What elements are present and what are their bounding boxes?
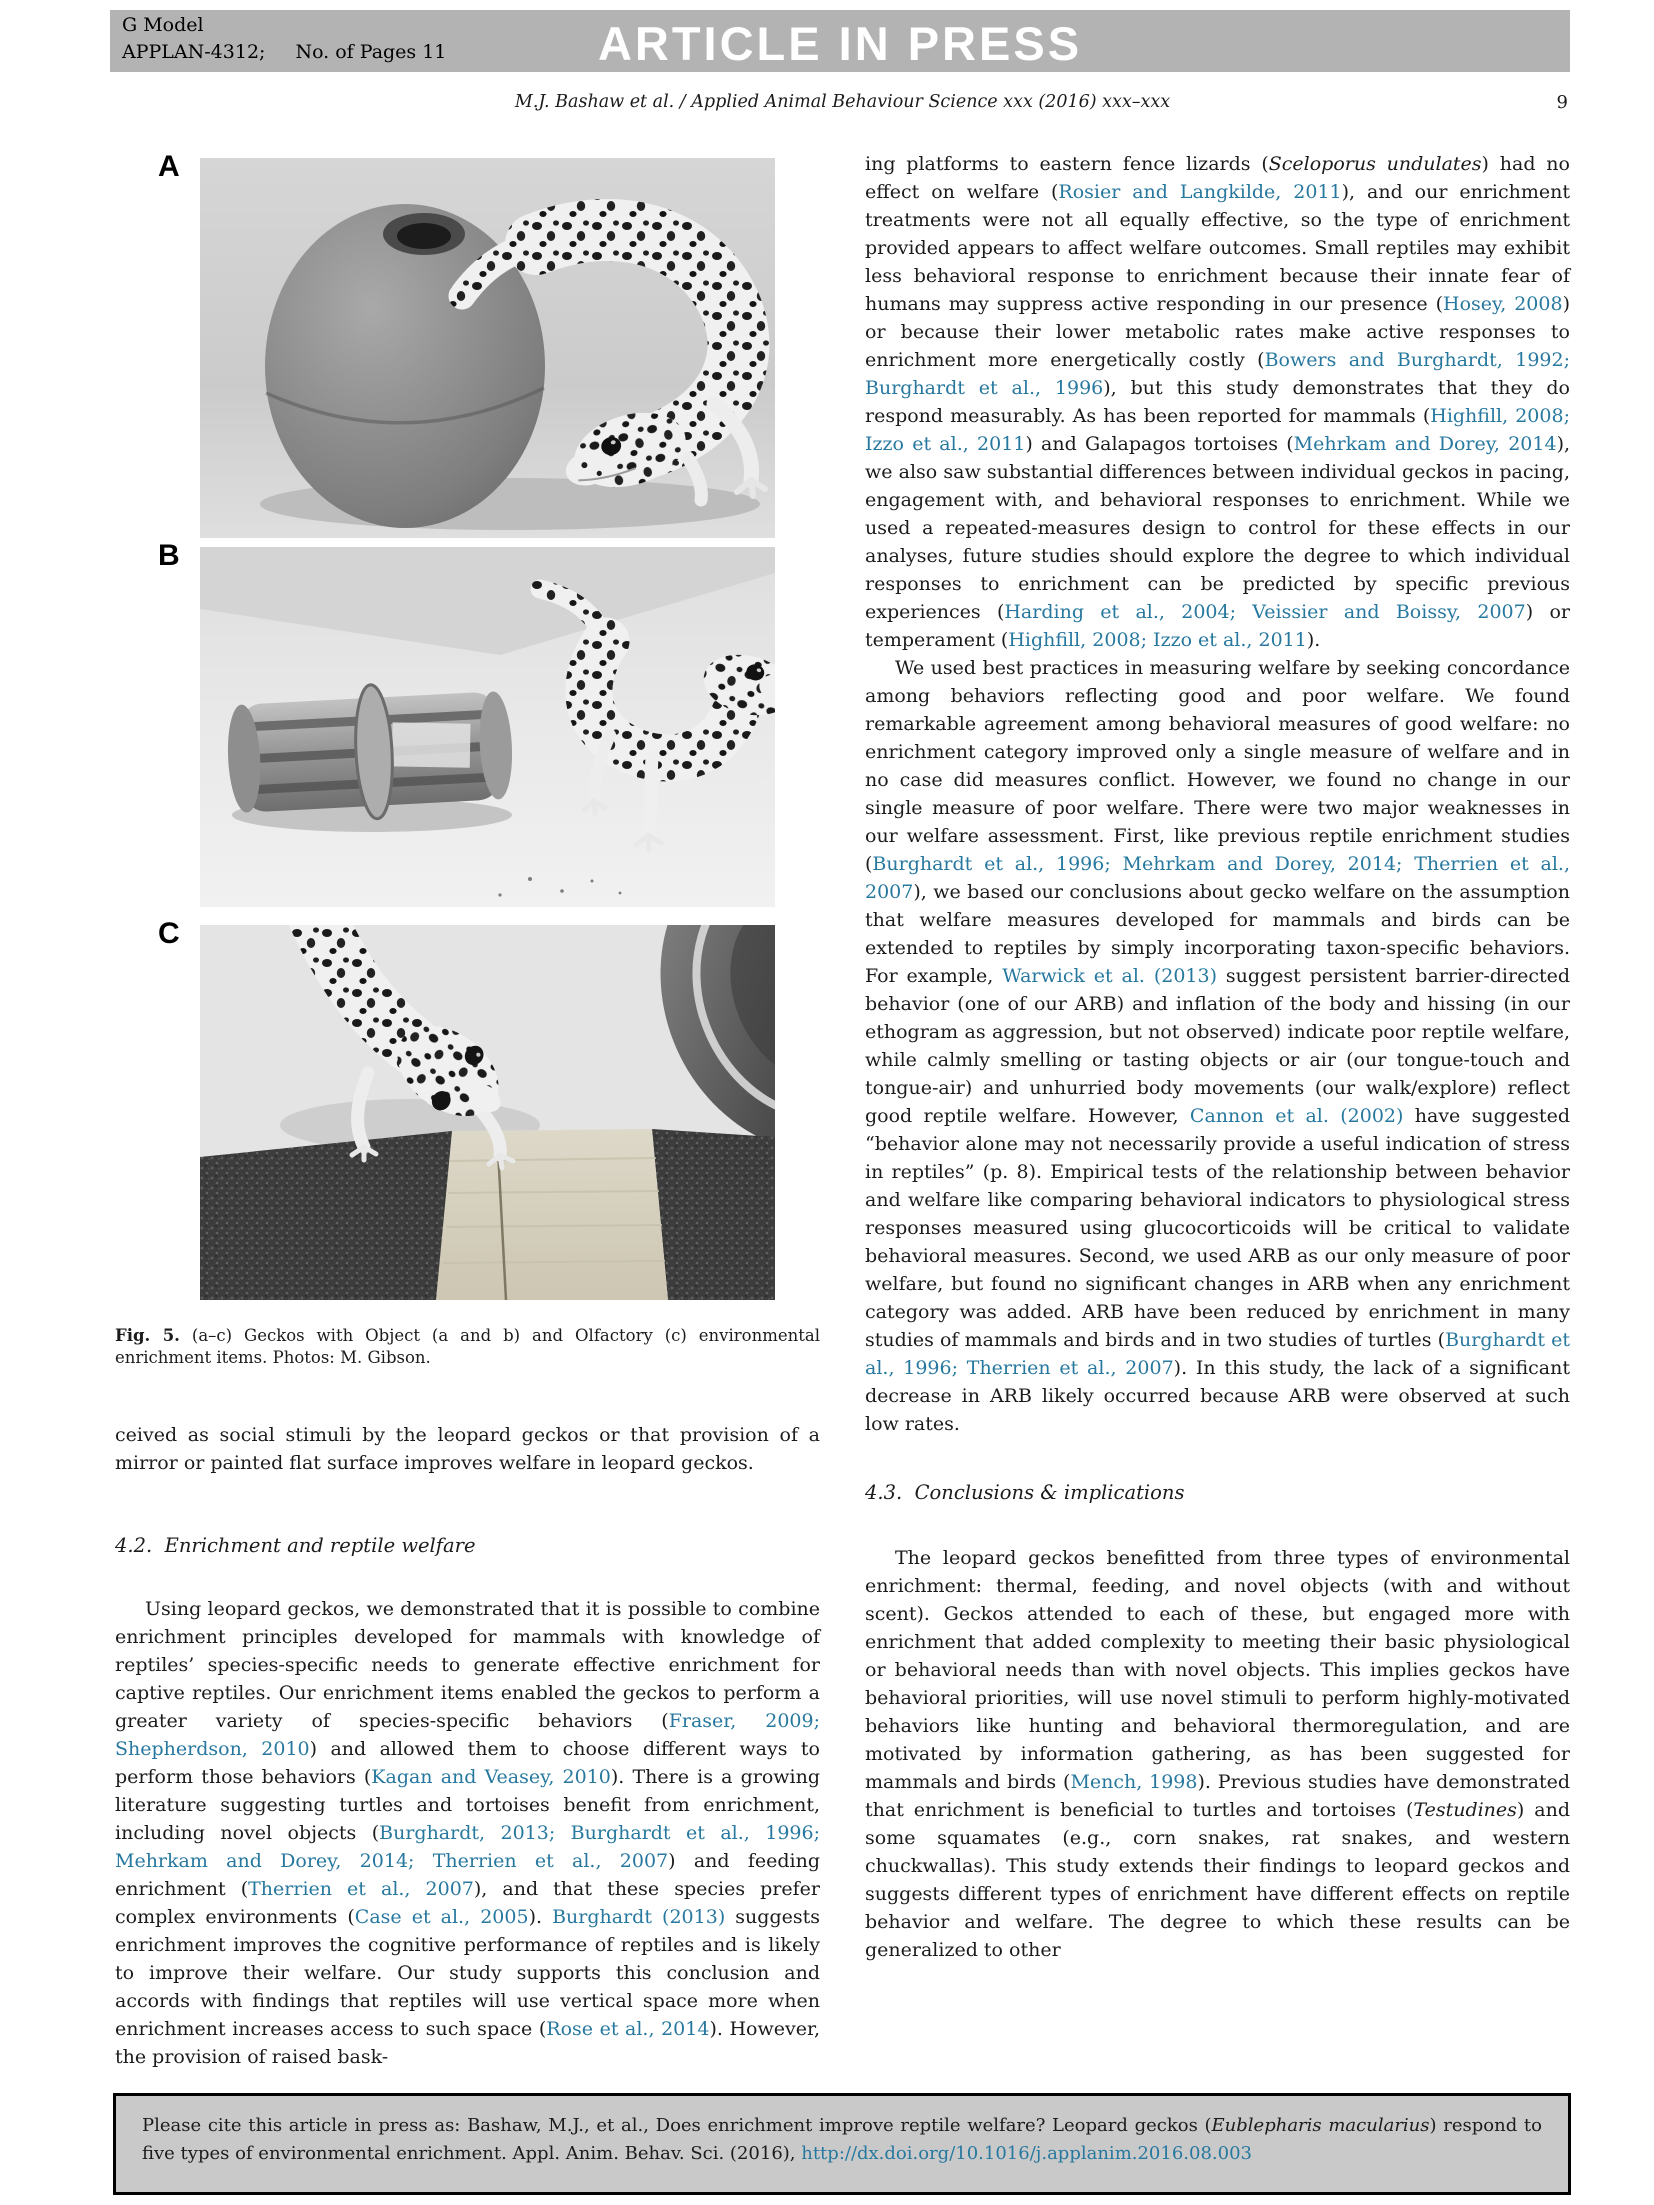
right-column (865, 150, 1570, 1964)
doi-link[interactable]: http://dx.doi.org/10.1016/j.applanim.2016.08.003 (801, 2143, 1252, 2164)
running-head-text: M.J. Bashaw et al. / Applied Animal Behaviour Science xxx (2016) xxx–xxx (514, 92, 1171, 112)
page-number: 9 (1556, 92, 1568, 113)
citation-link[interactable]: Kagan and Veasey, 2010 (371, 1766, 611, 1788)
journal-code: APPLAN-4312; No. of Pages 11 (122, 41, 447, 63)
citation-link[interactable]: Mehrkam and Dorey, 2014 (1293, 433, 1557, 455)
citation-link[interactable]: Bowers and Burghardt, 1992; Burghardt et al., 1996 (865, 349, 1571, 399)
citation-link[interactable]: Burghardt (2013) (552, 1906, 726, 1928)
citation-link[interactable]: Burghardt, 2013; Burghardt et al., 1996; Mehrkam and Dorey, 2014; Therrien et al., 2007 (115, 1822, 820, 1872)
left-column (115, 1325, 820, 2071)
left-continuation-paragraph: ceived as social stimuli by the leopard geckos or that provision of a mirror or painted flat surface improves welfare in leopard geckos. (115, 1424, 820, 1474)
citation-link[interactable]: Case et al., 2005 (354, 1906, 529, 1928)
figure5-photo-c (200, 925, 775, 1300)
figure5-label-b: B (158, 539, 180, 572)
right-paragraph-2: We used best practices in measuring welfare by seeking concordance among behaviors reflecting good and poor welfare. We found remarkable agreement among behavioral measures of good welfare: no enrichment category improved only a single measure of welfare and in no case did measures conflict. However, we found no change in our single measure of poor welfare. There were two major weaknesses in our welfare assessment. First, like previous reptile enrichment studies (Burghardt et al., 1996; Mehrkam and Dorey, 2014; Therrien et al., 2007), we based our conclusions about gecko welfare on the assumption that welfare measures developed for mammals and birds can be extended to reptiles by simply incorporating taxon-specific behaviors. For example, Warwick et al. (2013) suggest persistent barrier-directed behavior (one of our ARB) and inflation of the body and hissing (in our ethogram as aggression, but not observed) indicate poor reptile welfare, while calmly smelling or tasting objects or air (our tongue-touch and tongue-air) and unhurried body movements (our walk/explore) reflect good reptile welfare. However, Cannon et al. (2002) have suggested “behavior alone may not necessarily provide a useful indication of stress in reptiles” (p. 8). Empirical tests of the relationship between behavior and welfare like comparing behavioral indicators to physiological stress responses measured using glucocorticoids will be critical to validate behavioral measures. Second, we used ARB as our only measure of poor welfare, but found no significant changes in ARB when any enrichment category was added. ARB have been reduced by enrichment in many studies of mammals and birds and in two studies of turtles (Burghardt et al., 1996; Therrien et al., 2007). In this study, the lack of a significant decrease in ARB likely occurred because ARB were observed at such low rates. (865, 657, 1571, 1435)
citation-link[interactable]: Highfill, 2008; Izzo et al., 2011 (865, 405, 1570, 455)
figure5-label-c: C (158, 917, 180, 950)
citation-link[interactable]: Rose et al., 2014 (546, 2018, 710, 2040)
citation-link[interactable]: Burghardt et al., 1996; Therrien et al., 2007 (865, 1329, 1570, 1379)
figure5-label-a: A (158, 150, 180, 183)
citation-link[interactable]: Fraser, 2009; Shepherdson, 2010 (115, 1710, 820, 1760)
citation-link[interactable]: Burghardt et al., 1996; Mehrkam and Dorey, 2014; Therrien et al., 2007 (865, 853, 1570, 903)
gecko-with-olfactory-items-illustration (200, 925, 775, 1300)
g-model-label: G Model (122, 14, 204, 36)
section-4-3-heading: 4.3. Conclusions & implications (865, 1481, 1185, 1504)
citation-link[interactable]: Hosey, 2008 (1443, 293, 1563, 315)
right-paragraph-1: ing platforms to eastern fence lizards (Sceloporus undulates) had no effect on welfare (Rosier and Langkilde, 2011), and our enrichment treatments were not all equally effective, so the type of enrichment provided appears to affect welfare outcomes. Small reptiles may exhibit less behavioral response to enrichment because their innate fear of humans may suppress active responding in our presence (Hosey, 2008) or because their lower metabolic rates make active responses to enrichment more energetically costly (Bowers and Burghardt, 1992; Burghardt et al., 1996), but this study demonstrates that they do respond measurably. As has been reported for mammals (Highfill, 2008; Izzo et al., 2011) and Galapagos tortoises (Mehrkam and Dorey, 2014), we also saw substantial differences between individual geckos in pacing, engagement with, and behavioral responses to enrichment. While we used a repeated-measures design to control for these effects in our analyses, future studies should explore the degree to which individual responses to enrichment can be predicted by specific previous experiences (Harding et al., 2004; Veissier and Boissy, 2007) or temperament (Highfill, 2008; Izzo et al., 2011). (865, 153, 1571, 651)
wood-block (436, 1129, 668, 1300)
citation-link[interactable]: Harding et al., 2004; Veissier and Boissy, 2007 (1004, 601, 1526, 623)
figure5-photo-b (200, 547, 775, 907)
figure5-caption: Fig. 5. (a–c) Geckos with Object (a and b) and Olfactory (c) environmental enrichment items. Photos: M. Gibson. (115, 1326, 821, 1367)
citation-link[interactable]: Cannon et al. (2002) (1189, 1105, 1404, 1127)
citation-link[interactable]: Rosier and Langkilde, 2011 (1058, 181, 1342, 203)
section-4-2-heading: 4.2. Enrichment and reptile welfare (115, 1534, 476, 1557)
carpet-right (652, 1129, 775, 1300)
carpet-left (200, 1131, 468, 1300)
citation-notice: Please cite this article in press as: Bashaw, M.J., et al., Does enrichment improve reptile welfare? Leopard geckos (Eublepharis macularius) respond to five types of environmental enrichment. Appl. Anim. Behav. Sci. (2016), http://dx.doi.org/10.1016/j.applanim.2016.08.003 (142, 2115, 1542, 2164)
figure5-photo-a (200, 158, 775, 538)
section-4-2-paragraph: Using leopard geckos, we demonstrated that it is possible to combine enrichment principles developed for mammals with knowledge of reptiles’ species-specific needs to generate effective enrichment for captive reptiles. Our enrichment items enabled the geckos to perform a greater variety of species-specific behaviors (Fraser, 2009; Shepherdson, 2010) and allowed them to choose different ways to perform those behaviors (Kagan and Veasey, 2010). There is a growing literature suggesting turtles and tortoises benefit from enrichment, including novel objects (Burghardt, 2013; Burghardt et al., 1996; Mehrkam and Dorey, 2014; Therrien et al., 2007) and feeding enrichment (Therrien et al., 2007), and that these species prefer complex environments (Case et al., 2005). Burghardt (2013) suggests enrichment improves the cognitive performance of reptiles and is likely to improve their welfare. Our study supports this conclusion and accords with findings that reptiles will use vertical space more when enrichment increases access to such space (Rose et al., 2014). However, the provision of raised bask- (115, 1598, 821, 2068)
citation-link[interactable]: Therrien et al., 2007 (248, 1878, 474, 1900)
gecko-with-ball-illustration (200, 158, 775, 538)
banner-title: ARTICLE IN PRESS (597, 17, 1083, 70)
citation-link[interactable]: Highfill, 2008; Izzo et al., 2011 (1008, 629, 1307, 651)
citation-link[interactable]: Warwick et al. (2013) (1002, 965, 1217, 987)
please-cite-box (113, 2093, 1571, 2195)
article-in-press-banner (110, 10, 1570, 72)
running-head (115, 92, 1570, 112)
citation-link[interactable]: Mench, 1998 (1070, 1771, 1198, 1793)
section-4-3-paragraph: The leopard geckos benefitted from three types of environmental enrichment: thermal, feeding, and novel objects (with and without scent). Geckos attended to each of these, but engaged more with enrichment that added complexity to meeting their basic physiological or behavioral needs than with novel objects. This implies geckos have behavioral priorities, will use novel stimuli to perform highly-motivated behaviors like hunting and behavioral thermoregulation, and are motivated by information gathering, as has been suggested for mammals and birds (Mench, 1998). Previous studies have demonstrated that enrichment is beneficial to turtles and tortoises (Testudines) and some squamates (e.g., corn snakes, rat snakes, and western chuckwallas). This study extends their findings to leopard geckos and suggests different types of enrichment have different effects on reptile behavior and welfare. The degree to which these results can be generalized to other (865, 1547, 1571, 1961)
gecko-with-roller-illustration (200, 547, 775, 907)
